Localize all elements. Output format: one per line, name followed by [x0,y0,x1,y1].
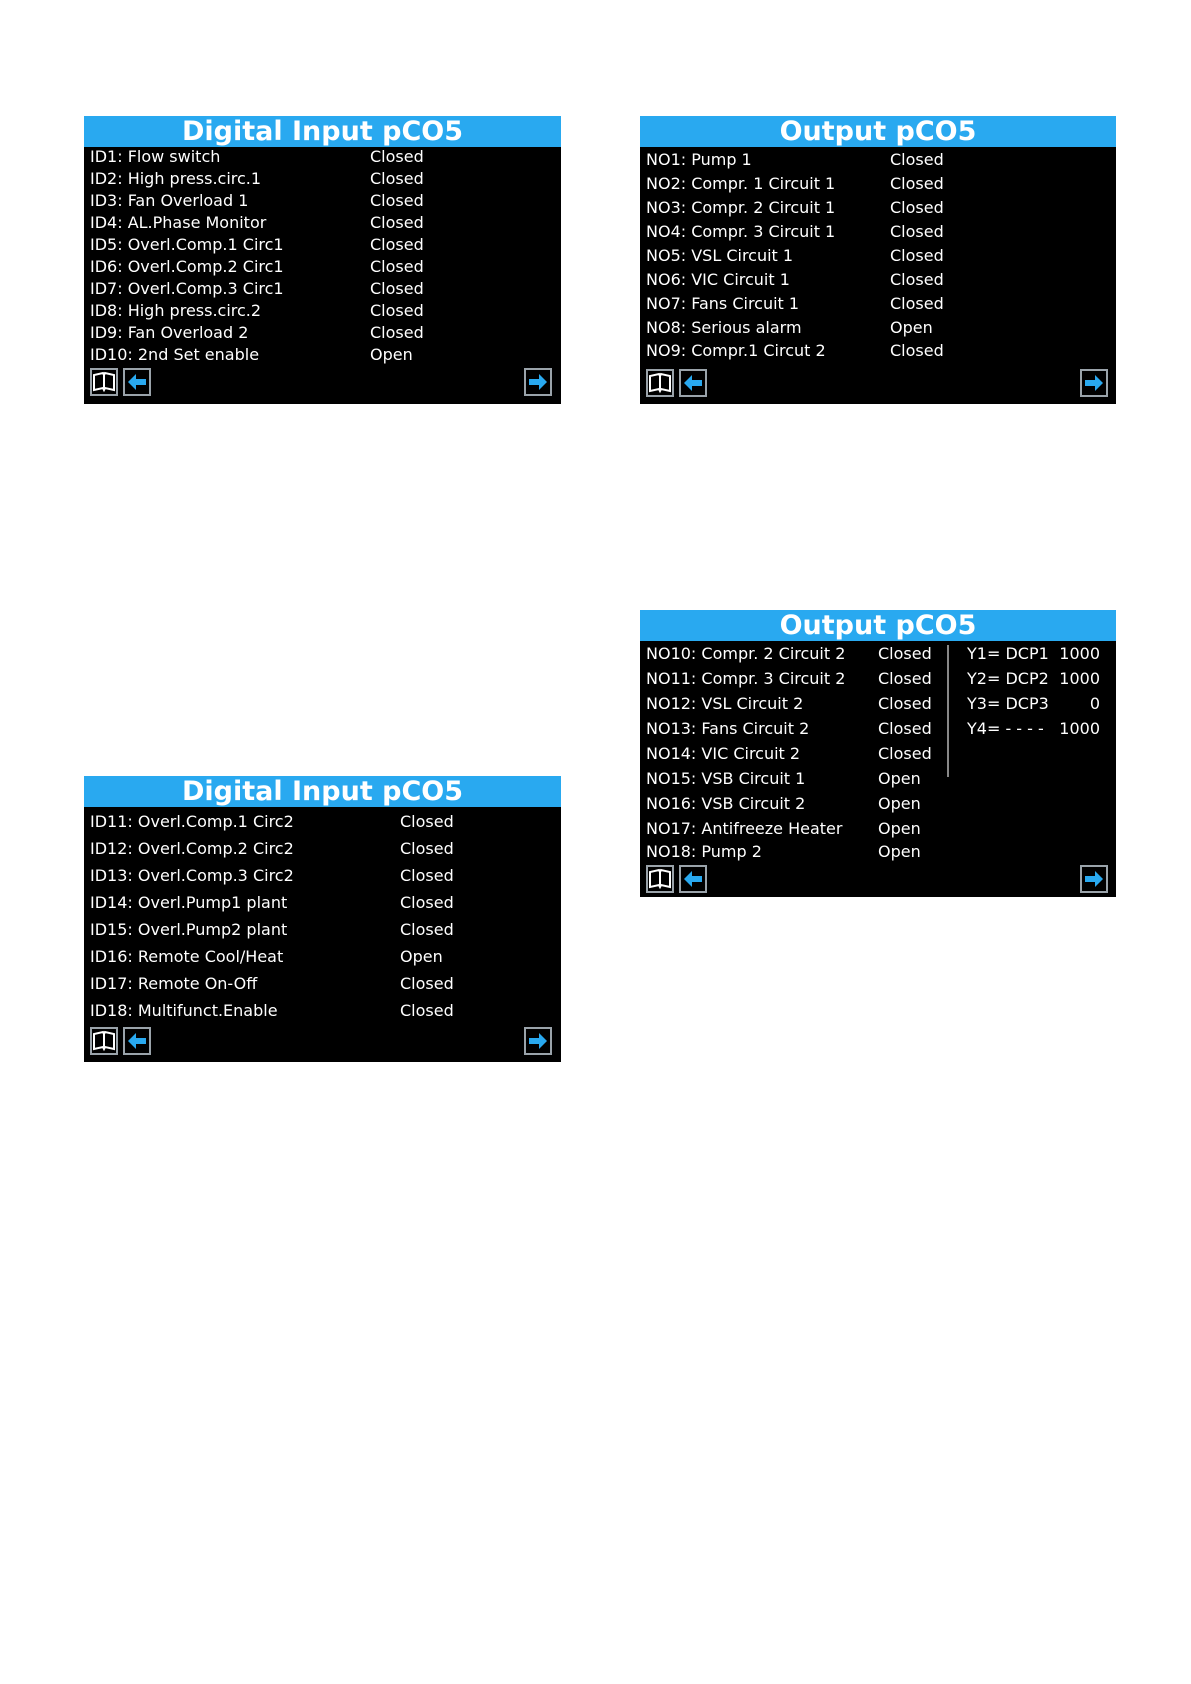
next-button[interactable] [1080,369,1108,397]
input-state: Closed [370,323,424,342]
list-item [90,168,555,190]
output-label: NO14: VIC Circuit 2 [646,744,801,763]
analog-output-label: Y2= DCP2 [967,669,1049,688]
input-label: ID18: Multifunct.Enable [90,1001,278,1020]
panel-title: Output pCO5 [640,116,1116,147]
previous-button[interactable] [679,369,707,397]
input-state: Closed [400,920,454,939]
output-label: NO8: Serious alarm [646,318,802,337]
analog-output-value: 0 [1089,694,1100,713]
list-item [90,344,555,366]
input-state: Closed [400,839,454,858]
list-item [90,256,555,278]
list-item [90,865,555,887]
list-item [646,818,1110,840]
arrow-left-icon [125,370,149,394]
panel-title: Digital Input pCO5 [84,116,561,147]
output-panel-1 [640,116,1116,404]
list-item [90,278,555,300]
output-label: NO7: Fans Circuit 1 [646,294,800,313]
analog-output-row [967,668,1100,690]
output-label: NO16: VSB Circuit 2 [646,794,806,813]
list-item [646,245,1110,267]
manual-button[interactable] [90,368,118,396]
list-item [90,811,555,833]
output-state: Open [878,819,921,838]
input-label: ID5: Overl.Comp.1 Circ1 [90,235,284,254]
book-icon [92,370,116,394]
next-button[interactable] [524,1027,552,1055]
output-label: NO6: VIC Circuit 1 [646,270,790,289]
input-label: ID6: Overl.Comp.2 Circ1 [90,257,284,276]
input-state: Closed [400,812,454,831]
list-item [90,234,555,256]
arrow-right-icon [1082,867,1106,891]
output-label: NO9: Compr.1 Circut 2 [646,341,826,360]
input-label: ID13: Overl.Comp.3 Circ2 [90,866,294,885]
previous-button[interactable] [123,1027,151,1055]
list-item [90,892,555,914]
list-item [646,197,1110,219]
output-label: NO3: Compr. 2 Circuit 1 [646,198,836,217]
analog-output-value: 1000 [1059,719,1100,738]
output-state: Open [878,842,921,861]
input-state: Closed [400,974,454,993]
input-label: ID10: 2nd Set enable [90,345,260,364]
input-state: Closed [400,866,454,885]
previous-button[interactable] [123,368,151,396]
analog-output-row [967,643,1100,665]
output-state: Closed [878,644,932,663]
analog-output-value: 1000 [1059,644,1100,663]
output-state: Open [878,769,921,788]
input-state: Closed [370,279,424,298]
input-label: ID3: Fan Overload 1 [90,191,249,210]
analog-output-value: 1000 [1059,669,1100,688]
output-label: NO17: Antifreeze Heater [646,819,843,838]
manual-button[interactable] [646,865,674,893]
book-icon [92,1029,116,1053]
book-icon [648,371,672,395]
output-label: NO11: Compr. 3 Circuit 2 [646,669,846,688]
input-state: Closed [370,213,424,232]
analog-output-row [967,718,1100,740]
list-item [646,841,1110,863]
output-state: Closed [890,341,944,360]
input-state: Open [370,345,413,364]
output-label: NO10: Compr. 2 Circuit 2 [646,644,846,663]
input-state: Closed [370,169,424,188]
input-state: Closed [400,893,454,912]
analog-output-label: Y1= DCP1 [967,644,1049,663]
manual-button[interactable] [90,1027,118,1055]
list-item [646,269,1110,291]
arrow-left-icon [681,867,705,891]
arrow-left-icon [681,371,705,395]
input-state: Closed [370,301,424,320]
output-state: Open [890,318,933,337]
output-state: Closed [890,150,944,169]
previous-button[interactable] [679,865,707,893]
output-label: NO2: Compr. 1 Circuit 1 [646,174,836,193]
input-label: ID16: Remote Cool/Heat [90,947,284,966]
input-state: Closed [370,147,424,166]
output-label: NO15: VSB Circuit 1 [646,769,806,788]
analog-output-label: Y3= DCP3 [967,694,1049,713]
input-label: ID4: AL.Phase Monitor [90,213,267,232]
output-state: Closed [890,270,944,289]
list-item [90,946,555,968]
input-state: Closed [400,1001,454,1020]
list-item [646,793,1110,815]
output-label: NO4: Compr. 3 Circuit 1 [646,222,836,241]
output-state: Closed [878,669,932,688]
input-state: Closed [370,235,424,254]
input-label: ID17: Remote On-Off [90,974,258,993]
output-state: Closed [878,719,932,738]
input-label: ID15: Overl.Pump2 plant [90,920,288,939]
analog-output-row [967,693,1100,715]
output-state: Closed [890,198,944,217]
list-item [90,212,555,234]
list-item [90,973,555,995]
list-item [646,293,1110,315]
next-button[interactable] [1080,865,1108,893]
arrow-right-icon [1082,371,1106,395]
panel-title: Digital Input pCO5 [84,776,561,807]
output-state: Open [878,794,921,813]
output-label: NO1: Pump 1 [646,150,752,169]
arrow-left-icon [125,1029,149,1053]
input-state: Open [400,947,443,966]
input-label: ID2: High press.circ.1 [90,169,262,188]
arrow-right-icon [526,1029,550,1053]
list-item [90,919,555,941]
input-label: ID12: Overl.Comp.2 Circ2 [90,839,294,858]
list-item [646,173,1110,195]
list-item [646,221,1110,243]
input-label: ID7: Overl.Comp.3 Circ1 [90,279,284,298]
output-state: Closed [878,694,932,713]
list-item [90,300,555,322]
output-label: NO18: Pump 2 [646,842,762,861]
input-label: ID1: Flow switch [90,147,221,166]
list-item [90,190,555,212]
input-state: Closed [370,257,424,276]
input-state: Closed [370,191,424,210]
output-state: Closed [890,222,944,241]
list-item [646,743,1110,765]
input-label: ID8: High press.circ.2 [90,301,262,320]
analog-output-label: Y4= - - - - [967,719,1044,738]
list-item [646,768,1110,790]
digital-input-panel-1 [84,116,561,404]
input-label: ID11: Overl.Comp.1 Circ2 [90,812,294,831]
output-label: NO12: VSL Circuit 2 [646,694,804,713]
list-item [90,838,555,860]
arrow-right-icon [526,370,550,394]
output-label: NO13: Fans Circuit 2 [646,719,810,738]
output-panel-2 [640,610,1116,897]
column-divider [947,645,949,777]
list-item [90,322,555,344]
output-label: NO5: VSL Circuit 1 [646,246,794,265]
output-state: Closed [878,744,932,763]
next-button[interactable] [524,368,552,396]
digital-input-panel-2 [84,776,561,1062]
manual-button[interactable] [646,369,674,397]
list-item [90,146,555,168]
list-item [646,317,1110,339]
list-item [646,149,1110,171]
input-label: ID14: Overl.Pump1 plant [90,893,288,912]
list-item [646,340,1110,362]
input-label: ID9: Fan Overload 2 [90,323,249,342]
output-state: Closed [890,294,944,313]
output-state: Closed [890,246,944,265]
list-item [90,1000,555,1022]
panel-title: Output pCO5 [640,610,1116,641]
output-state: Closed [890,174,944,193]
book-icon [648,867,672,891]
